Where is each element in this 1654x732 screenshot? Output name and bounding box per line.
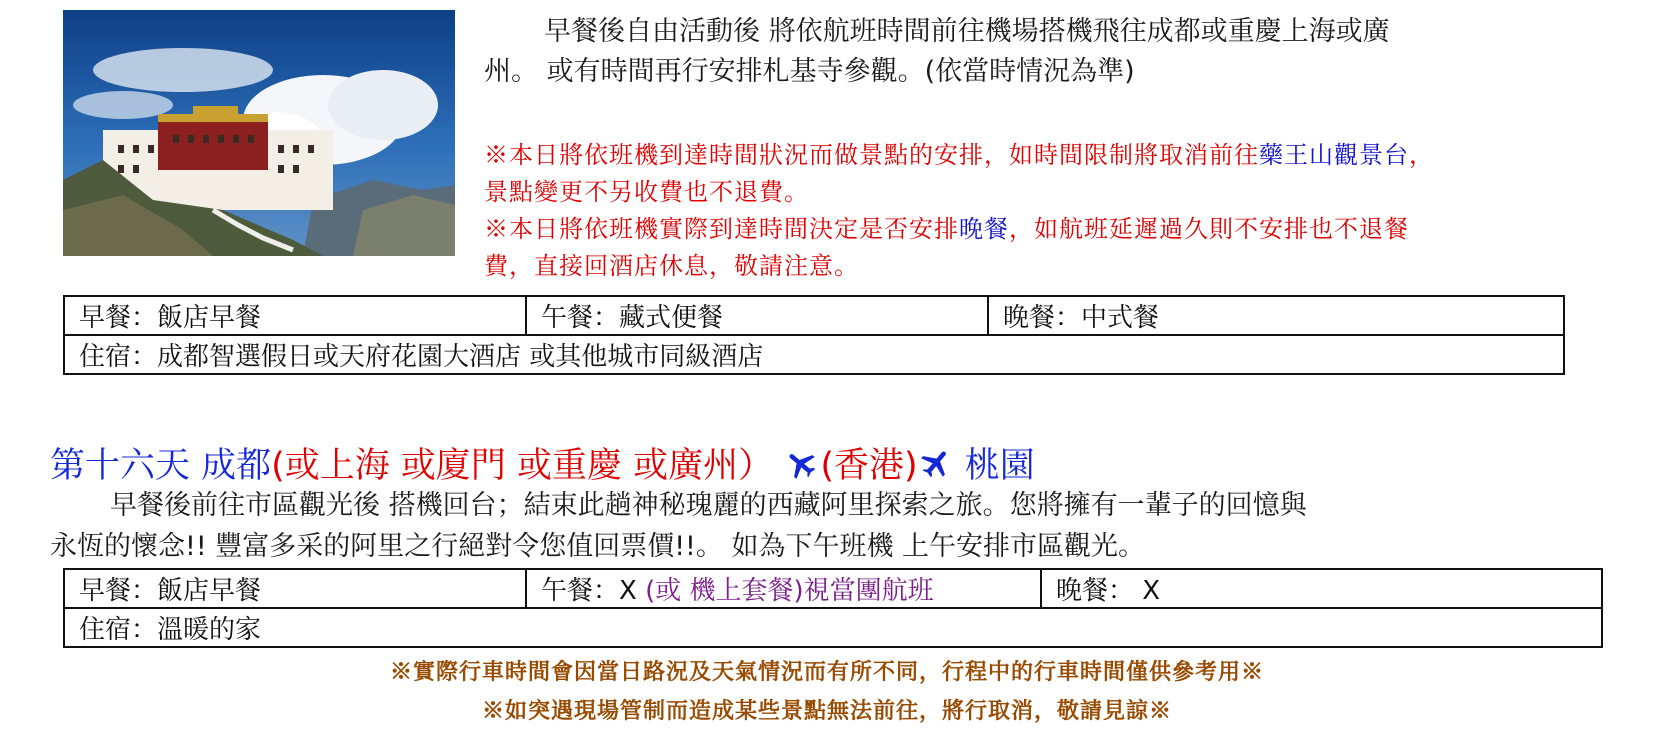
lunch-cell: 午餐：藏式便餐	[526, 296, 988, 335]
day16-meals-table	[63, 568, 1603, 648]
note2-text-b: ，如航班延遲過久則不安排也不退餐	[1009, 215, 1409, 243]
lunch-prefix: 午餐：X	[541, 576, 646, 606]
table-row	[64, 569, 1602, 608]
landscape-photo-icon	[63, 10, 455, 256]
day16-body-line2: 永恆的懷念!! 豐富多采的阿里之行絕對令您值回票價!!。 如為下午班機 上午安排市區觀光。	[50, 531, 1146, 562]
airplane-icon	[784, 446, 820, 482]
note1-text-a: ※本日將依班機到達時間狀況而做景點的安排，如時間限制將取消前往	[484, 141, 1259, 169]
breakfast-cell: 早餐：飯店早餐	[64, 296, 526, 335]
dinner-cell: 晚餐： X	[1041, 569, 1602, 608]
note1-text-b: ，	[1409, 141, 1434, 169]
day15-intro-line2: 州。 或有時間再行安排札基寺參觀。(依當時情況為準)	[484, 56, 1135, 87]
note2-text-a: ※本日將依班機實際到達時間決定是否安排	[484, 215, 959, 243]
note1-highlight: 藥王山觀景台	[1259, 141, 1409, 169]
footnote-travel-time: ※實際行車時間會因當日路況及天氣情況而有所不同，行程中的行車時間僅供參考用※	[389, 659, 1264, 685]
day15-note1-line2: 景點變更不另收費也不退費。	[484, 178, 809, 206]
hotel-cell: 住宿：溫暖的家	[64, 608, 1602, 647]
day16-title-dest: 桃園	[953, 446, 1035, 486]
day16-body	[50, 485, 1610, 567]
table-row	[64, 296, 1564, 335]
lunch-cell	[526, 569, 1041, 608]
dinner-cell: 晚餐：中式餐	[988, 296, 1564, 335]
airplane-icon	[918, 446, 954, 482]
hotel-cell: 住宿：成都智選假日或天府花園大酒店 或其他城市同級酒店	[64, 335, 1564, 374]
day15-meals-table	[63, 295, 1565, 375]
day16-title-day: 第十六天 成都	[50, 446, 272, 486]
day15-intro-line1: 早餐後自由活動後 將依航班時間前往機場搭機飛往成都或重慶上海或廣	[544, 16, 1390, 47]
lunch-note: (或 機上套餐)視當團航班	[645, 576, 934, 606]
day15-intro	[484, 12, 1614, 92]
day15-note2-line2: 費，直接回酒店休息，敬請注意。	[484, 252, 859, 280]
day16-title-hk: (香港)	[820, 446, 918, 486]
potala-palace-photo	[63, 10, 455, 256]
footnote-site-closure: ※如突遇現場管制而造成某些景點無法前往，將行取消，敬請見諒※	[481, 698, 1172, 724]
day16-body-line1: 早餐後前往市區觀光後 搭機回台；結束此趟神秘瑰麗的西藏阿里探索之旅。您將擁有一輩子的回憶與	[110, 490, 1307, 521]
breakfast-cell: 早餐：飯店早餐	[64, 569, 526, 608]
table-row	[64, 335, 1564, 374]
day15-notes	[484, 137, 1644, 285]
note2-highlight: 晚餐	[959, 215, 1009, 243]
day15-note1	[484, 137, 1644, 174]
day16-title-alt: (或上海 或廈門 或重慶 或廣州）	[271, 446, 774, 486]
day16-heading	[50, 438, 1035, 488]
table-row	[64, 608, 1602, 647]
day15-note2	[484, 211, 1644, 248]
